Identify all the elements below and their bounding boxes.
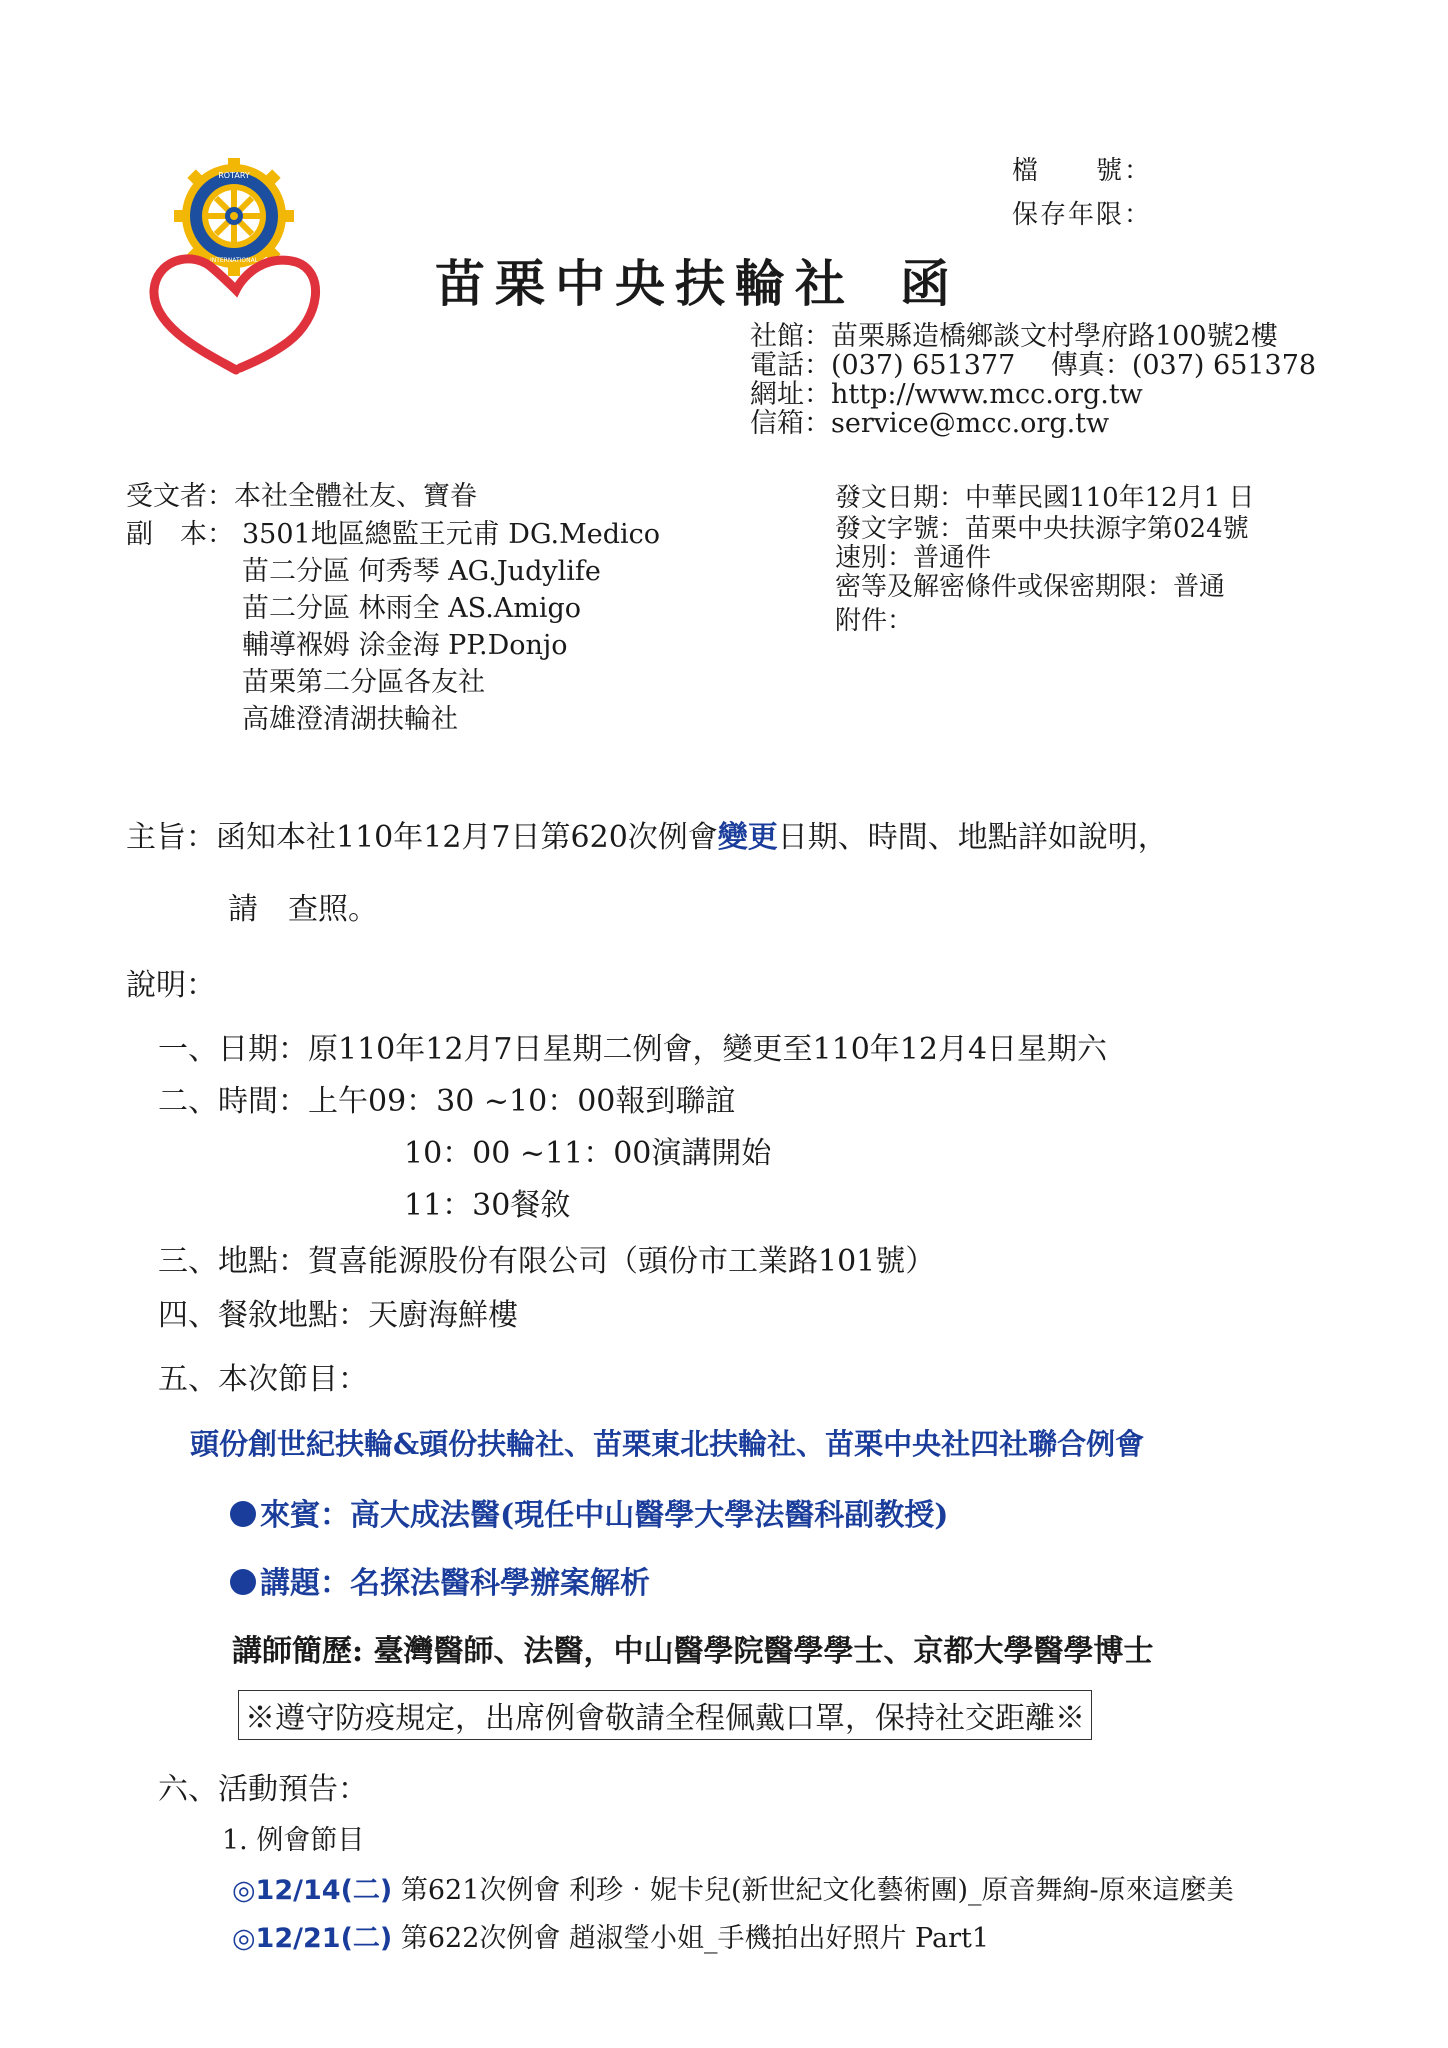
issue-number: 發文字號：苗栗中央扶源字第024號 [835, 514, 1249, 544]
retention-period-label: 保存年限： [1012, 200, 1153, 230]
item-dinner-location: 四、餐敘地點：天廚海鮮樓 [158, 1298, 518, 1333]
recipient-to: 受文者：本社全體社友、寶眷 [126, 481, 477, 512]
schedule-item [232, 1916, 989, 1955]
schedule-text: 第621次例會 利珍‧妮卡兒(新世紀文化藝術團)_原音舞絢-原來這麼美 [400, 1875, 1234, 1906]
schedule-date: ◎12/14(二) [232, 1875, 393, 1906]
subject-prefix: 主旨：函知本社110年12月7日第620次例會 [126, 820, 718, 855]
speaker-bio: 講師簡歷: 臺灣醫師、法醫，中山醫學院醫學學士、京都大學醫學博士 [232, 1634, 1154, 1669]
org-title: 苗栗中央扶輪社 [435, 254, 855, 313]
item-time-line2: 10：00 ~11：00演講開始 [404, 1136, 772, 1171]
joint-meeting-title: 頭份創世紀扶輪&頭份扶輪社、苗栗東北扶輪社、苗栗中央社四社聯合例會 [190, 1427, 1145, 1461]
preview-label: 六、活動預告： [158, 1772, 368, 1807]
subject-line2: 請 查照。 [228, 892, 378, 927]
covid-notice: ※遵守防疫規定，出席例會敬請全程佩戴口罩，保持社交距離※ [238, 1690, 1092, 1740]
item-program: 五、本次節目： [158, 1362, 368, 1397]
cc-item: 3501地區總監王元甫 DG.Medico [242, 519, 661, 550]
cc-label: 副 本： [126, 519, 234, 550]
item-time: 二、時間：上午09：30 ~10：00報到聯誼 [158, 1084, 736, 1119]
logo-text-bottom: INTERNATIONAL [209, 257, 259, 264]
cc-item: 苗栗第二分區各友社 [242, 667, 485, 698]
issue-date: 發文日期：中華民國110年12月1 日 [835, 483, 1255, 513]
preview-sub-label: 1. 例會節目 [222, 1825, 365, 1856]
cc-item: 輔導褓姆 涂金海 PP.Donjo [242, 630, 568, 661]
contact-phone: 電話：(037) 651377 傳真：(037) 651378 [750, 350, 1317, 381]
explanation-label: 說明： [126, 968, 216, 1003]
guest-line [230, 1490, 948, 1534]
schedule-date: ◎12/21(二) [232, 1923, 393, 1954]
schedule-item [232, 1868, 1234, 1907]
bullet-icon [230, 1569, 256, 1595]
item-location: 三、地點：賀喜能源股份有限公司（頭份市工業路101號） [158, 1244, 936, 1279]
subject-line [126, 816, 1168, 860]
rotary-logo [148, 158, 328, 388]
schedule-text: 第622次例會 趙淑瑩小姐_手機拍出好照片 Part1 [400, 1923, 990, 1954]
doc-type: 函 [900, 254, 960, 313]
security-level: 密等及解密條件或保密期限：普通 [835, 572, 1226, 602]
attachment-label: 附件： [835, 606, 914, 636]
contact-address: 社館：苗栗縣造橋鄉談文村學府路100號2樓 [750, 321, 1278, 352]
subject-suffix: 日期、時間、地點詳如說明， [777, 820, 1168, 855]
item-date: 一、日期：原110年12月7日星期二例會，變更至110年12月4日星期六 [158, 1032, 1108, 1067]
file-number-label: 檔 號： [1012, 156, 1153, 186]
item-time-line3: 11：30餐敘 [404, 1188, 571, 1223]
cc-item: 高雄澄清湖扶輪社 [242, 704, 458, 735]
cc-item: 苗二分區 何秀琴 AG.Judylife [242, 556, 601, 587]
topic-text: 講題：名探法醫科學辦案解析 [260, 1566, 650, 1601]
contact-website: 網址：http://www.mcc.org.tw [750, 379, 1143, 410]
guest-text: 來賓：高大成法醫(現任中山醫學大學法醫科副教授) [260, 1498, 949, 1533]
delivery-speed: 速別：普通件 [835, 543, 992, 573]
subject-highlight: 變更 [717, 820, 778, 855]
bullet-icon [230, 1501, 256, 1527]
contact-email: 信箱：service@mcc.org.tw [750, 408, 1110, 439]
cc-item: 苗二分區 林雨全 AS.Amigo [242, 593, 582, 624]
logo-text-top: ROTARY [218, 171, 250, 180]
topic-line [230, 1558, 650, 1602]
